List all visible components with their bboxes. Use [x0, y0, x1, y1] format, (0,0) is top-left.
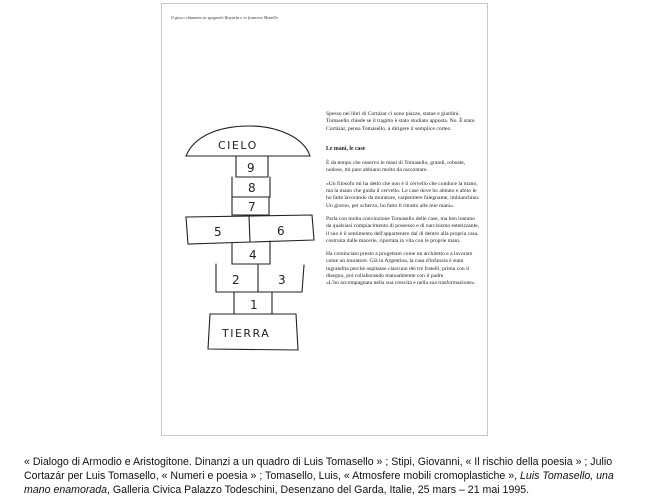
- hopscotch-drawing: [174, 124, 319, 354]
- hop-number-1: 1: [250, 298, 258, 312]
- intro-paragraph: Spesso nei libri di Cortázar ci sono piazze, statue e giardini. Tomasello chiede se il tragitto è stato studiato apposta. No. È stato Cortázar, pensa Tomasello, a dirigere il semplice corteo.: [326, 111, 475, 132]
- caption-text: « Dialogo di Armodio e Aristogitone. Dinanzi a un quadro di Luis Tomasello » ; Stipi, Giovanni, « Il rischio della poesia » ; Julio Cortazár per Luis Tomasello, « Numeri e poesia » ; Tomasello, Luis, « Atmosfere mobili cromoplastiche »,: [24, 456, 613, 482]
- hop-number-9: 9: [247, 161, 255, 175]
- text-column: [326, 111, 481, 294]
- page-caption: Il gioco chiamato in spagnolo Rayuela e in francese Marelle.: [171, 15, 279, 20]
- hop-number-6: 6: [277, 224, 285, 238]
- hop-number-8: 8: [248, 181, 256, 195]
- section-title: Le mani, le case: [326, 145, 366, 152]
- cielo-label: CIELO: [218, 139, 258, 152]
- body-paragraph: Ha cominciato presto a progettare come un architetto e a lavorare come un muratore. Già in Argentina, la casa d'infanzia è stata ingrandita perché ospitasse ciascuno dei tre fratelli, prima con il disegno, poi collaborando manualmente con il padre.: [326, 251, 473, 280]
- body-paragraph: «Un filosofo mi ha detto che non è il cervello che conduce la mano, ma la mano che guida il cervello. Le case dove ho abitato e abito le ho fatte lavorando da muratore, carpentiere falegname, imbianchino. Un giorno, per scherzo, ho fatto il ritratto alle mie mani».: [326, 180, 480, 209]
- body-paragraph: È da tempo che osservo le mani di Tomasello, grandi, robuste, nodose, mi pare abbiano molto da raccontare.: [326, 160, 466, 174]
- body-paragraph: «L'ho accompagnata nella sua crescita e nella sua trasformazione».: [326, 280, 476, 287]
- caption-italic-title: Luis Tomasello, una mano enamorada: [24, 470, 614, 496]
- figure-caption: [24, 455, 634, 497]
- caption-text-end: , Galleria Civica Palazzo Todeschini, Desenzano del Garda, Italie, 25 mars – 21 mai 1995.: [107, 484, 530, 496]
- hop-number-4: 4: [249, 248, 257, 262]
- tierra-label: TIERRA: [222, 327, 271, 340]
- hop-number-2: 2: [232, 273, 240, 287]
- book-page: [161, 3, 488, 436]
- hop-number-7: 7: [248, 200, 256, 214]
- body-paragraph: Parla con molta convinzione Tomasello delle case, ma ben lontano da qualsiasi compiacimento di possesso e di narcisismo estetizzante, il suo è il sentimento dell'appartenere dal di dentro alla propria casa, costruita dalle macerie, riportata in vita con le proprie mani.: [326, 215, 480, 244]
- hop-number-5: 5: [214, 225, 222, 239]
- hop-number-3: 3: [278, 273, 286, 287]
